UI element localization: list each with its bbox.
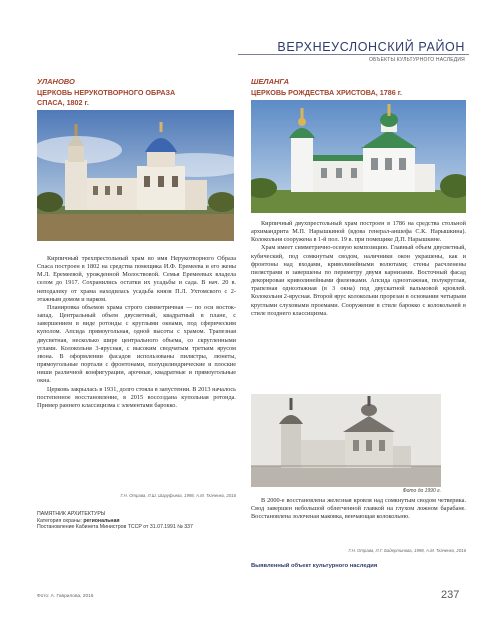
historical-photo: [251, 394, 441, 487]
monument-category: [37, 518, 236, 525]
monument-title: ПАМЯТНИК АРХИТЕКТУРЫ: [37, 511, 106, 517]
monument-category-value: региональная: [83, 517, 120, 524]
historical-church-image: [251, 394, 441, 487]
section-title: ВЕРХНЕУСЛОНСКИЙ РАЙОН: [277, 40, 465, 54]
left-paragraph: Кирпичный трехпрестольный храм во имя Нерукотворного Образа Спаса построен в 1802 на средства помещика И.Ф. Еремеева и его жены М.Л. Еремеевой, урожденной Молоствовой. Семья Еремеевых владела селом до 1917. Сохранились остатки их усадьбы и сада. В нач. 20 в. неподалеку от храма находилась усадьба князя П.Л. Ухтомского с 2-этажным домом и парком.: [37, 255, 236, 303]
monument-category-label: Категория охраны:: [37, 517, 84, 524]
left-paragraph: Планировка объемов храма строго симметричная — по оси восток-запад. Центральный объем двусветный, квадратный в плане, с завершением в виде ротонды с круглыми окнами, под сферическим куполом. Апсида прямоугольная, одной высоты с храмом. Трапезная двусветная, несколько шире центрального объема, со скругленными углами. Колокольня 3-ярусная, с высоким сводчатым третьим ярусом звона. В оформлении фасадов использованы пилястры, люнеты, прямоугольные портали с фронтонами, полуцилиндрические и плоские ниши различной конфигурации, арочные, квадратные и прямоугольные окна.: [37, 303, 236, 385]
shelanga-church-image: [251, 100, 466, 213]
left-paragraph: Церковь закрылась в 1931, долго стояла в запустении. В 2013 началось постепенное восстановление, в 2015 воссоздана купольная ротонда. Пример раннего классицизма с элементами барокко.: [37, 385, 236, 409]
section-subtitle: ОБЪЕКТЫ КУЛЬТУРНОГО НАСЛЕДИЯ: [369, 57, 465, 63]
right-article-text: [251, 220, 466, 318]
right-church-title: ЦЕРКОВЬ РОЖДЕСТВА ХРИСТОВА, 1786 г.: [251, 88, 403, 97]
monument-decree: Постановление Кабинета Министров ТССР от 31.07.1991 № 337: [37, 524, 193, 531]
right-photo-credits: Г.Н. Отрава, Л.Г. Бадертинова, 1998, А.М. Ткаченко, 2016: [348, 548, 466, 553]
uranovo-church-image: [37, 110, 234, 241]
page-number: 237: [441, 589, 460, 601]
left-article-text: [37, 255, 236, 410]
left-church-title: [37, 88, 237, 107]
left-church-title-line1: ЦЕРКОВЬ НЕРУКОТВОРНОГО ОБРАЗА: [37, 88, 176, 97]
right-paragraph: В 2000-е восстановлена железная кровля над сомкнутым сводом четверика. Свод завершен небольшой облегченной главкой на глухом ложном барабане. Восстановлена золоченая маковка, венчающая колокольню.: [251, 497, 466, 521]
heritage-status-note: Выявленный объект культурного наследия: [251, 563, 378, 569]
left-church-title-line2: СПАСА, 1802 г.: [37, 97, 89, 107]
page-photo-credit: Фото: А. Гаврилова, 2016: [37, 594, 94, 599]
left-church-photo: [37, 110, 234, 241]
monument-info: [37, 511, 236, 531]
left-village-name: УЛАНОВО: [37, 77, 75, 86]
right-paragraph: Кирпичный двухпрестольный храм построен в 1786 на средства стольной архимандрита М.П. Нарышкиной (вдова генерал-аншефа С.К. Нарышкина). Колокольня сооружена в 1-й пол. 19 в. при помещике Д.П. Нарышкине.: [251, 220, 466, 244]
right-paragraph: Храм имеет симметрично-осевую композицию. Главный объем двусветный, кубический, под сомкнутым сводом, наличники окон украшены, как и фронтоны над входами, криволинейными волютами; стены расчленены пилястрами и завершены по периметру двумя карнизами. Восточный фасад декорирован криволинейными филенками. Апсида одноэтажная, полукруглая, трапезная одноэтажная (в 3 окна) под двускатной вальмовой кровлей. Колокольня 2-ярусная. Второй ярус колокольни прорезан в основании четырьмя круглыми слуховыми проемами. Сооружение в стиле барокко с колокольней в стиле позднего классицизма.: [251, 244, 466, 317]
left-photo-credits: Г.Н. Отрава, Л.Ш. Шаруфьева, 1998, А.М. Ткаченко, 2016: [120, 493, 236, 498]
right-church-photo: [251, 100, 466, 213]
right-village-name: ШЕЛАНГА: [251, 77, 290, 86]
historical-photo-caption: Фото до 1990 г.: [402, 488, 441, 494]
header-rule: [238, 54, 469, 55]
right-article-text-continued: [251, 497, 466, 521]
